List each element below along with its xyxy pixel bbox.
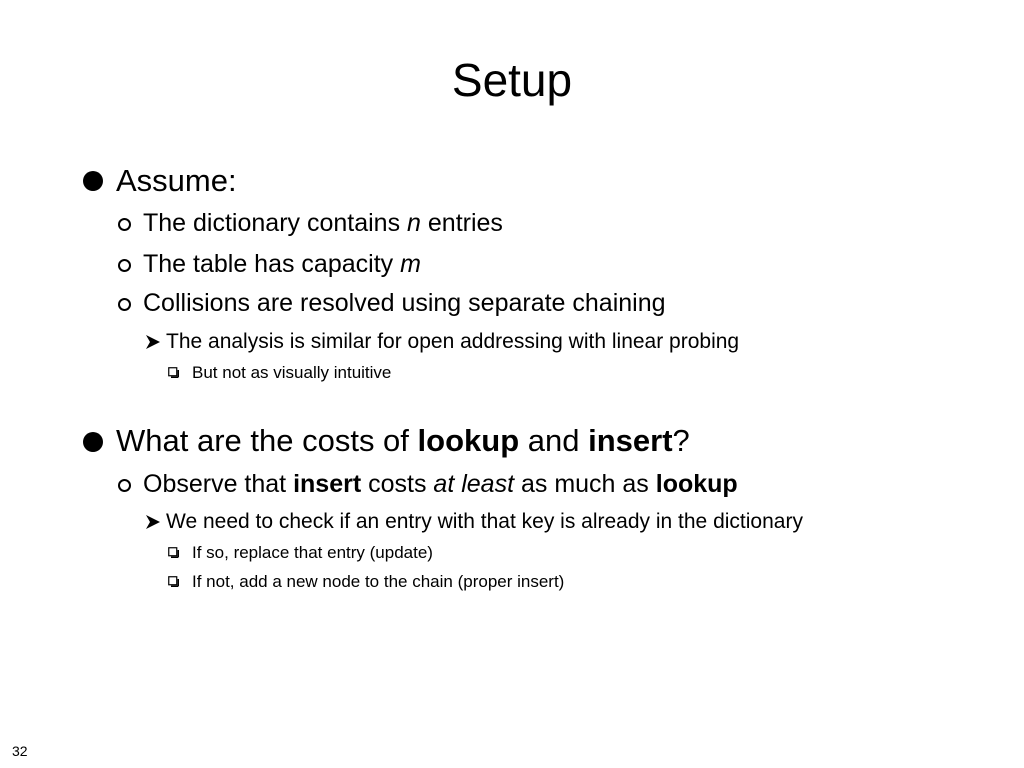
box-bullet-icon (168, 547, 179, 558)
assume-item-text: The dictionary contains (143, 209, 408, 237)
variable-n: n (407, 209, 421, 237)
assume-item-entries (143, 208, 503, 238)
costs-subsub-text: If so, replace that entry (update) (192, 543, 433, 562)
ring-bullet-icon (118, 479, 131, 492)
observe-insert-term: insert (293, 470, 362, 498)
observe-lookup-term: lookup (655, 470, 738, 498)
observe-text: costs (361, 470, 434, 498)
box-bullet-icon (168, 576, 179, 587)
costs-subsub-text: If not, add a new node to the chain (proper insert) (192, 572, 565, 591)
costs-insert-term: insert (588, 423, 673, 458)
arrow-bullet-icon (144, 513, 162, 531)
assume-item-text: Collisions are resolved using separate chaining (143, 289, 666, 317)
slide-title: Setup (451, 54, 573, 106)
assume-sub-analysis (166, 329, 739, 355)
costs-subsub-update (192, 542, 433, 564)
bullet-assume-label: Assume: (116, 163, 237, 198)
ring-bullet-icon (118, 298, 131, 311)
disc-bullet-icon (83, 171, 103, 191)
observe-text: Observe that (143, 470, 294, 498)
arrow-bullet-icon (144, 333, 162, 351)
costs-item-observe (143, 469, 738, 499)
disc-bullet-icon (83, 432, 103, 452)
bullet-costs (116, 423, 690, 459)
assume-subsub-text: But not as visually intuitive (192, 363, 392, 382)
bullet-assume (116, 163, 237, 199)
variable-m: m (400, 250, 421, 278)
ring-bullet-icon (118, 218, 131, 231)
assume-item-collisions (143, 288, 666, 318)
costs-text: What are the costs of (116, 423, 418, 458)
page-number: 32 (12, 743, 28, 759)
costs-lookup-term: lookup (417, 423, 520, 458)
assume-sub-text: The analysis is similar for open addressing with linear probing (166, 330, 740, 353)
costs-sub-text: We need to check if an entry with that key is already in the dictionary (166, 510, 803, 533)
assume-item-text: The table has capacity (143, 250, 401, 278)
observe-text: as much as (514, 470, 656, 498)
assume-item-text: entries (420, 209, 503, 237)
costs-subsub-insert (192, 571, 564, 593)
observe-at-least: at least (433, 470, 515, 498)
costs-sub-check (166, 509, 803, 535)
costs-text: and (519, 423, 589, 458)
assume-item-capacity (143, 249, 421, 279)
ring-bullet-icon (118, 259, 131, 272)
box-bullet-icon (168, 367, 179, 378)
assume-subsub-intuitive (192, 362, 391, 384)
costs-text: ? (672, 423, 690, 458)
